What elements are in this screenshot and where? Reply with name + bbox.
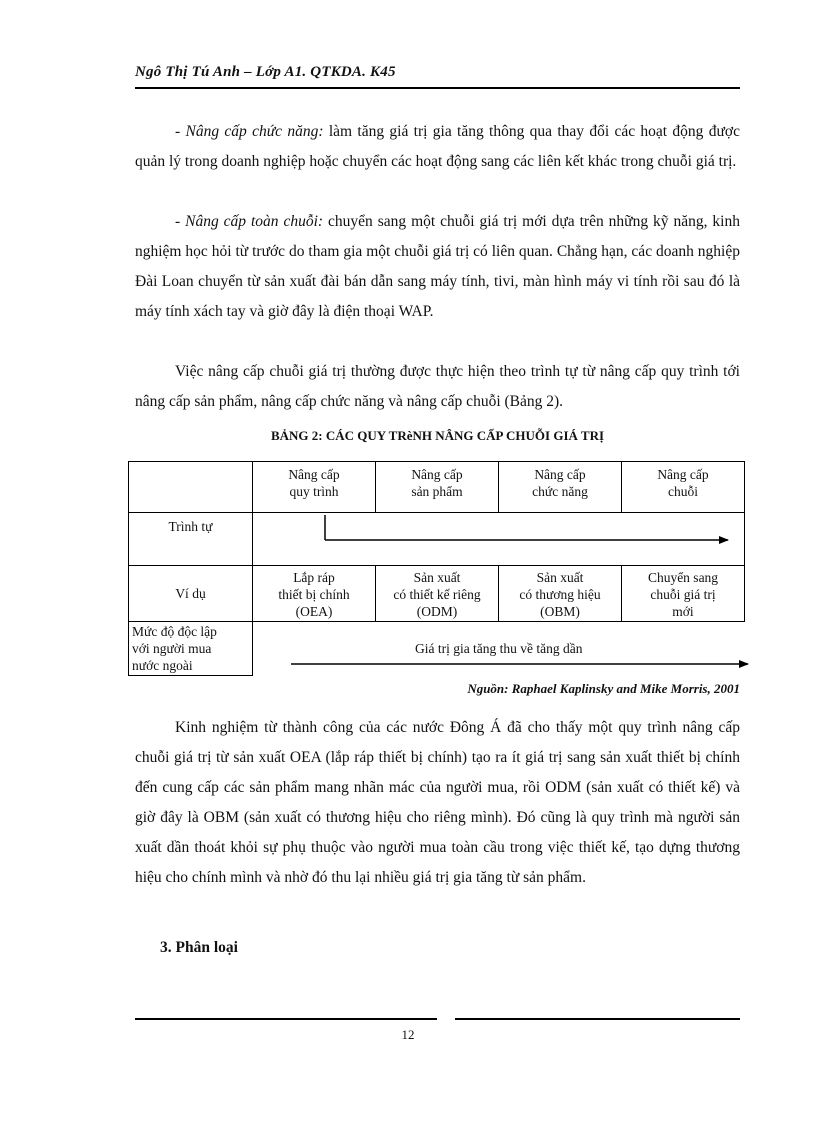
- header-process-line1: Nâng cấp: [288, 467, 340, 482]
- header-chain-line2: chuỗi: [668, 484, 698, 499]
- example-oea-line3: (OEA): [295, 604, 333, 619]
- section-heading: 3. Phân loại: [160, 939, 238, 956]
- text-east-asia: Kinh nghiệm từ thành công của các nước Đông Á đã cho thấy một quy trình nâng cấp chuỗi giá trị từ sản xuất OEA (lắp ráp thiết bị chính) tạo ra ít giá trị sang sản xuất thiết bị chính đến cung cấp các sản phẩm mang nhãn mác của người mua, rồi ODM (sản xuất có thiết kế) và giờ đây là OBM (sản xuất có thương hiệu cho riêng mình). Đó cũng là quy trình mà người sản xuất dần thoát khỏi sự phụ thuộc vào người mua toàn cầu trong việc thiết kế, tạo dựng thương hiệu cho chính mình và nhờ đó thu lại nhiều giá trị gia tăng từ sản phẩm.: [135, 719, 740, 886]
- footer-rule-right: [455, 1018, 740, 1020]
- header-function-line1: Nâng cấp: [534, 467, 586, 482]
- example-oea-line2: thiết bị chính: [278, 587, 350, 602]
- example-odm-line2: có thiết kế riêng: [393, 587, 481, 602]
- header-function-line2: chức năng: [532, 484, 588, 499]
- text-upgrade-sequence: Việc nâng cấp chuỗi giá trị thường được thực hiện theo trình tự từ nâng cấp quy trình tới nâng cấp sản phẩm, nâng cấp chức năng và nâng cấp chuỗi (Bảng 2).: [135, 363, 740, 410]
- independence-label-line1: Mức độ độc lập: [132, 624, 217, 639]
- header-product-line2: sản phẩm: [411, 484, 463, 499]
- example-new-chain-line2: chuỗi giá trị: [650, 587, 716, 602]
- example-label: Ví dụ: [175, 586, 206, 601]
- example-odm-line1: Sản xuất: [413, 570, 461, 585]
- independence-value-text: Giá trị gia tăng thu về tăng dần: [414, 641, 583, 656]
- header-product-line1: Nâng cấp: [411, 467, 463, 482]
- table-title: BẢNG 2: CÁC QUY TRèNH NÂNG CẤP CHUỖI GIÁ TRỊ: [270, 428, 605, 443]
- example-new-chain-line1: Chuyển sang: [647, 570, 719, 585]
- term-functional-upgrade: - Nâng cấp chức năng:: [175, 123, 324, 140]
- footer-rule-left: [135, 1018, 437, 1020]
- example-new-chain-line3: mới: [672, 604, 694, 619]
- example-obm-line2: có thương hiệu: [519, 587, 601, 602]
- independence-label-line3: nước ngoài: [132, 658, 193, 673]
- sequence-label: Trình tự: [168, 519, 213, 534]
- page-header: Ngô Thị Tú Anh – Lớp A1. QTKDA. K45: [135, 64, 396, 80]
- example-odm-line3: (ODM): [416, 604, 458, 619]
- text-chain-upgrade: chuyển sang một chuỗi giá trị mới dựa trên những kỹ năng, kinh nghiệm học hỏi từ trước do tham gia một chuỗi giá trị có liên quan. Chẳng hạn, các doanh nghiệp Đài Loan chuyển từ sản xuất đài bán dẫn sang máy tính, tivi, màn hình máy vi tính rồi sau đó là máy tính xách tay và giờ đây là điện thoại WAP.: [135, 213, 740, 320]
- example-obm-line1: Sản xuất: [536, 570, 584, 585]
- example-obm-line3: (OBM): [540, 604, 580, 619]
- header-process-line2: quy trình: [289, 484, 339, 499]
- term-chain-upgrade: - Nâng cấp toàn chuỗi:: [175, 213, 324, 230]
- independence-label-line2: với người mua: [132, 641, 212, 656]
- header-chain-line1: Nâng cấp: [657, 467, 709, 482]
- page-number: 12: [401, 1027, 415, 1042]
- example-oea-line1: Lắp ráp: [293, 570, 335, 585]
- text-functional-upgrade: làm tăng giá trị gia tăng thông qua thay đổi các hoạt động được quản lý trong doanh nghiệp hoặc chuyển các hoạt động sang các liên kết khác trong chuỗi giá trị.: [135, 123, 740, 170]
- table-source: Nguồn: Raphael Kaplinsky and Mike Morris, 2001: [467, 681, 740, 696]
- paragraph-east-asia: [135, 713, 740, 893]
